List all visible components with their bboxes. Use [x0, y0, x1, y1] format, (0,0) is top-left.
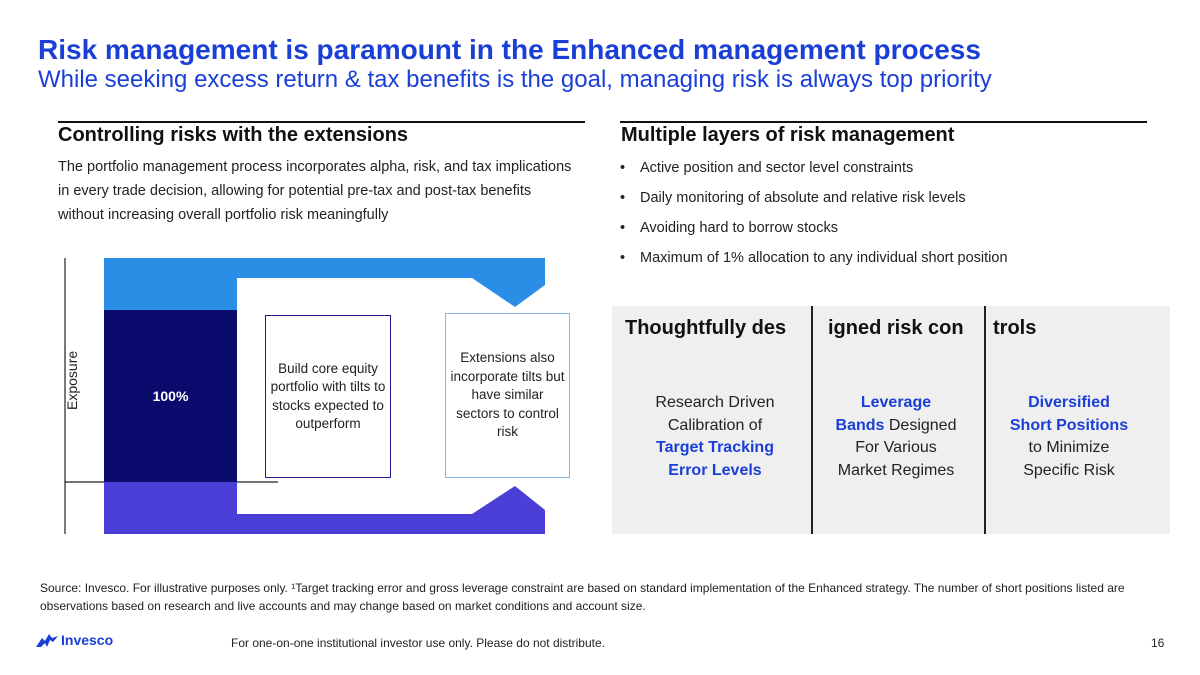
exposure-diagram: [0, 0, 600, 560]
core-bar-label: 100%: [152, 388, 189, 404]
exposure-axis-label: Exposure: [64, 350, 80, 410]
control-short-positions: [989, 392, 1149, 482]
left-section-heading: Controlling risks with the extensions: [58, 124, 409, 146]
control-highlight: Leverage: [860, 394, 932, 411]
control-tracking-error: [635, 392, 795, 482]
long-extension-band: [104, 258, 545, 310]
control-text: Research Driven: [655, 394, 775, 411]
invesco-mountain-icon: [36, 632, 58, 648]
controls-heading-part: trols: [993, 317, 1037, 339]
list-item: • Maximum of 1% allocation to any individual short position: [618, 243, 1008, 273]
extensions-box: Extensions also incorporate tilts but have similar sectors to control risk: [445, 313, 570, 478]
controls-heading-part: Thoughtfully des: [625, 317, 787, 339]
control-text: to Minimize: [1028, 439, 1110, 456]
control-highlight: Target Tracking: [656, 439, 774, 456]
control-text: For Various: [855, 439, 937, 456]
core-portfolio-box: Build core equity portfolio with tilts to stocks expected to outperform: [265, 315, 391, 478]
control-highlight: Error Levels: [668, 461, 762, 479]
invesco-logo: [36, 632, 113, 648]
short-extension-band: [104, 482, 545, 534]
controls-heading-part: igned risk con: [828, 317, 964, 339]
logo-text: Invesco: [61, 632, 114, 648]
list-item: • Avoiding hard to borrow stocks: [618, 213, 1008, 243]
list-item: • Daily monitoring of absolute and relative risk levels: [618, 183, 1008, 213]
control-leverage-bands: [816, 392, 976, 482]
right-section-heading: Multiple layers of risk management: [621, 124, 955, 146]
right-section-rule: [620, 121, 1147, 123]
source-footnote: Source: Invesco. For illustrative purposes only. ¹Target tracking error and gross leverage constraint are based on standard implementation of the Enhanced strategy. The number of short positions listed are observations based on research and live accounts and may change based on market conditions and account size.: [40, 581, 1125, 613]
page-number: 16: [1151, 636, 1165, 650]
control-highlight: Short Positions: [1009, 416, 1129, 434]
control-text: Specific Risk: [1023, 461, 1115, 479]
page-subtitle: While seeking excess return & tax benefits is the goal, managing risk is always top priority: [38, 66, 992, 93]
control-highlight: Diversified: [1028, 394, 1110, 411]
risk-layers-list: [618, 153, 1008, 273]
control-text: Calibration of: [667, 416, 763, 434]
left-section-body: The portfolio management process incorporates alpha, risk, and tax implications in every trade decision, allowing for potential pre-tax and post-tax benefits without increasing overall portfolio risk meaningfully: [58, 159, 572, 223]
control-text: Market Regimes: [837, 461, 955, 479]
distribution-disclaimer: For one-on-one institutional investor use only. Please do not distribute.: [231, 636, 605, 650]
control-highlight: Bands: [835, 416, 885, 434]
column-divider: [984, 306, 986, 534]
control-text: Designed: [884, 416, 957, 434]
column-divider: [811, 306, 813, 534]
list-item: • Active position and sector level constraints: [618, 153, 1008, 183]
page-title: Risk management is paramount in the Enhanced management process: [38, 34, 981, 65]
